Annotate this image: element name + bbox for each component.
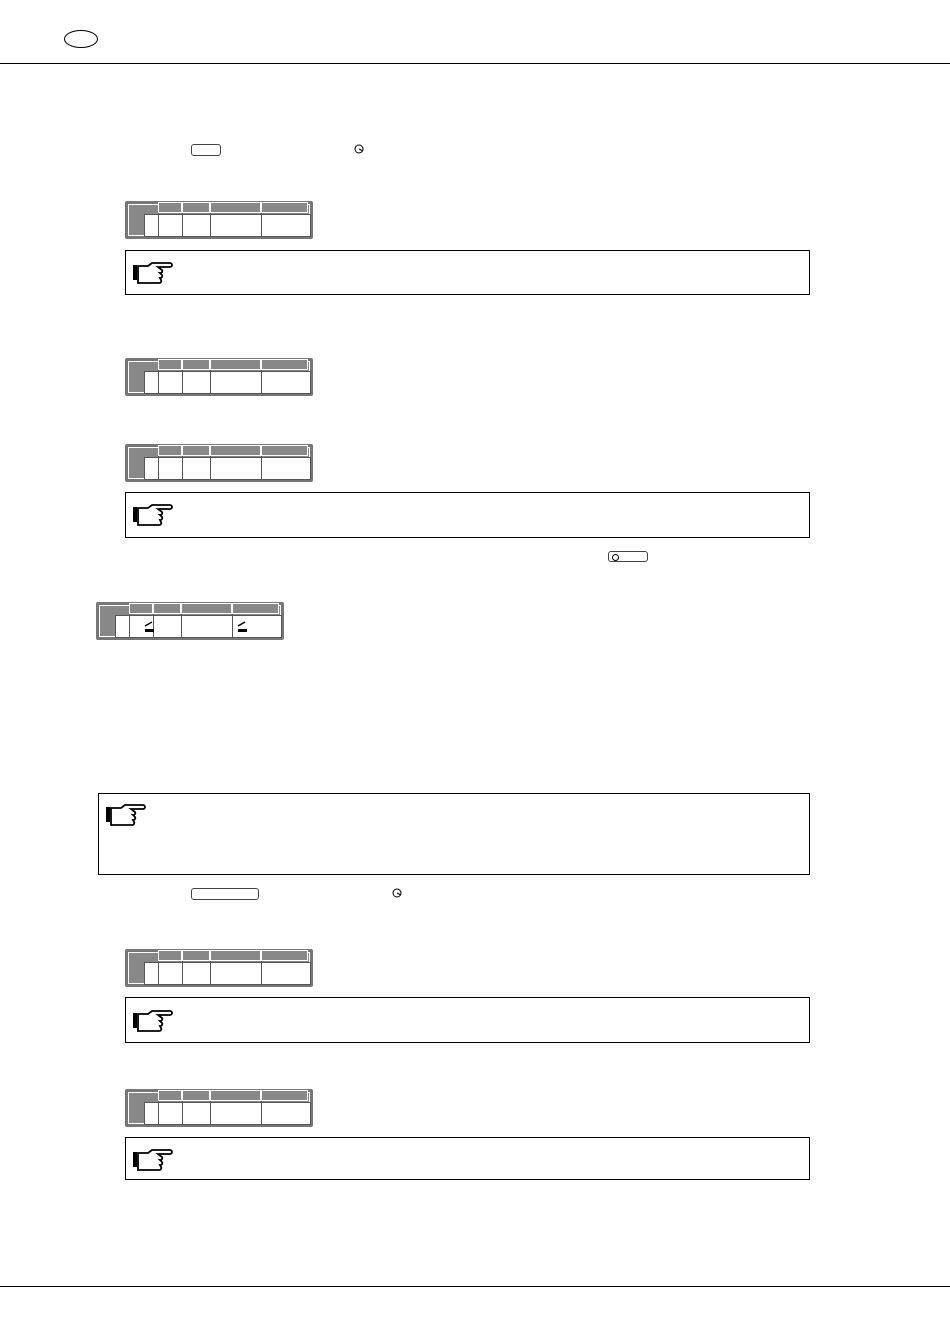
level-glyph	[236, 620, 248, 634]
note-box	[125, 997, 810, 1043]
lcd-display	[125, 1089, 313, 1127]
level-glyph	[143, 620, 155, 634]
panel-key[interactable]	[608, 551, 648, 562]
lcd-display	[125, 949, 313, 987]
pointing-hand-icon	[131, 260, 173, 284]
note-box	[125, 250, 810, 295]
panel-key[interactable]	[191, 144, 221, 156]
footer-rule	[0, 1286, 950, 1287]
header-rule	[0, 63, 950, 64]
rotary-knob-icon[interactable]	[354, 144, 364, 154]
panel-key[interactable]	[191, 888, 259, 900]
lcd-display	[125, 444, 313, 482]
lcd-display	[125, 358, 313, 396]
note-box	[125, 492, 810, 538]
lcd-display	[96, 602, 284, 640]
pointing-hand-icon	[104, 802, 146, 826]
pointing-hand-icon	[131, 1008, 173, 1032]
note-box	[98, 793, 810, 875]
rotary-knob-icon[interactable]	[392, 888, 402, 898]
header-badge	[64, 30, 98, 48]
note-box	[125, 1137, 810, 1180]
pointing-hand-icon	[131, 1147, 173, 1171]
pointing-hand-icon	[131, 502, 173, 526]
lcd-display	[125, 201, 313, 239]
